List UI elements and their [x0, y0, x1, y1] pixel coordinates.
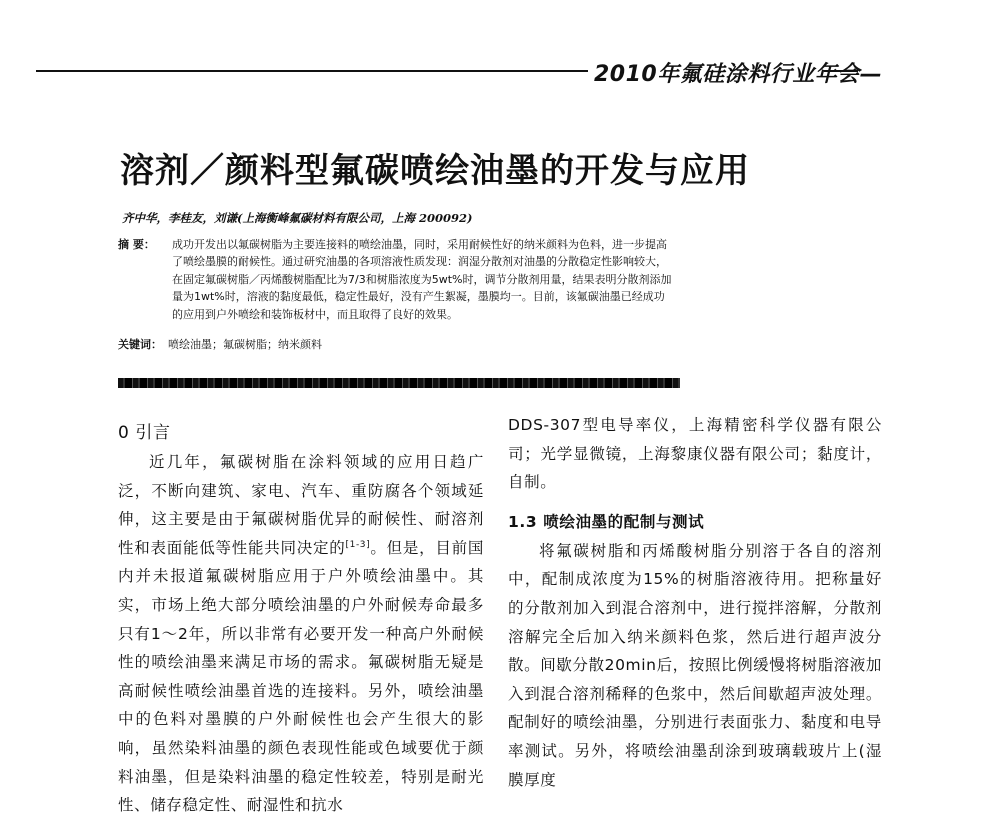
- keywords-label: 关键词：: [118, 338, 162, 351]
- conference-name: 2010年氟硅涂料行业年会: [594, 62, 860, 87]
- left-column: [118, 418, 484, 820]
- abstract-line: 量为1wt%时，溶液的黏度最低，稳定性最好，没有产生絮凝，墨膜均一。目前，该氟碳油墨已经成功: [172, 290, 665, 304]
- abstract-line: 在固定氟碳树脂／丙烯酸树脂配比为7/3和树脂浓度为5wt%时，调节分散剂用量，结果表明分散剂添加: [172, 272, 672, 286]
- right-column: [508, 411, 882, 794]
- header-rule: [36, 70, 588, 72]
- header-rule-tail: [824, 70, 858, 72]
- equipment-paragraph-continued: DDS-307型电导率仪，上海精密科学仪器有限公司；光学显微镜，上海黎康仪器有限公司；黏度计，自制。: [508, 416, 882, 492]
- decorative-separator-bar: [118, 378, 680, 388]
- introduction-paragraph: [118, 448, 484, 820]
- intro-text-after-citation: 。但是，目前国内并未报道氟碳树脂应用于户外喷绘油墨中。其实，市场上绝大部分喷绘油墨的户外耐候寿命最多只有1～2年，所以非常有必要开发一种高户外耐候性的喷绘油墨来满足市场的需求。氟碳树脂无疑是高耐候性喷绘油墨首选的连接料。另外，喷绘油墨中的色料对墨膜的户外耐候性也会产生很大的影响，虽然染料油墨的颜色表现性能或色域要优于颜料油墨，但是染料油墨的稳定性较差，特别是耐光性、储存稳定性、耐湿性和抗水: [118, 538, 485, 815]
- abstract-line: 的应用到户外喷绘和装饰板材中，而且取得了良好的效果。: [172, 307, 458, 321]
- abstract-body: [172, 236, 808, 323]
- paper-title: 溶剂／颜料型氟碳喷绘油墨的开发与应用: [120, 151, 750, 191]
- conference-header: 2010年氟硅涂料行业年会—: [594, 62, 883, 87]
- subsection-heading-ink-preparation: 1.3 喷绘油墨的配制与测试: [508, 512, 705, 531]
- author-line: 齐中华，李桂友，刘谦(上海衡峰氟碳材料有限公司，上海 200092): [122, 211, 473, 225]
- abstract-label: 摘 要：: [118, 238, 155, 251]
- keywords-text: 喷绘油墨；氟碳树脂；纳米颜料: [168, 338, 322, 351]
- citation-reference: [1-3]: [345, 539, 371, 550]
- keywords: [118, 336, 322, 352]
- intro-text-before-citation: 近几年，氟碳树脂在涂料领域的应用日趋广泛，不断向建筑、家电、汽车、重防腐各个领域延伸，这主要是由于氟碳树脂优异的耐候性、耐溶剂性和表面能低等性能共同决定的: [118, 453, 484, 557]
- abstract-line: 成功开发出以氟碳树脂为主要连接料的喷绘油墨，同时，采用耐候性好的纳米颜料为色料，进一步提高: [172, 238, 667, 251]
- section-heading-introduction: 0 引言: [118, 423, 171, 443]
- abstract: [118, 236, 808, 323]
- abstract-line: 了喷绘墨膜的耐候性。通过研究油墨的各项溶液性质发现：润湿分散剂对油墨的分散稳定性影响较大，: [172, 255, 667, 269]
- method-paragraph: 将氟碳树脂和丙烯酸树脂分别溶于各自的溶剂中，配制成浓度为15%的树脂溶液待用。把称量好的分散剂加入到混合溶剂中，进行搅拌溶解，分散剂溶解完全后加入纳米颜料色浆，然后进行超声波分散。间歇分散20min后，按照比例缓慢将树脂溶液加入到混合溶剂稀释的色浆中，然后间歇超声波处理。配制好的喷绘油墨，分别进行表面张力、黏度和电导率测试。另外，将喷绘油墨刮涂到玻璃载玻片上(湿膜厚度: [508, 541, 882, 789]
